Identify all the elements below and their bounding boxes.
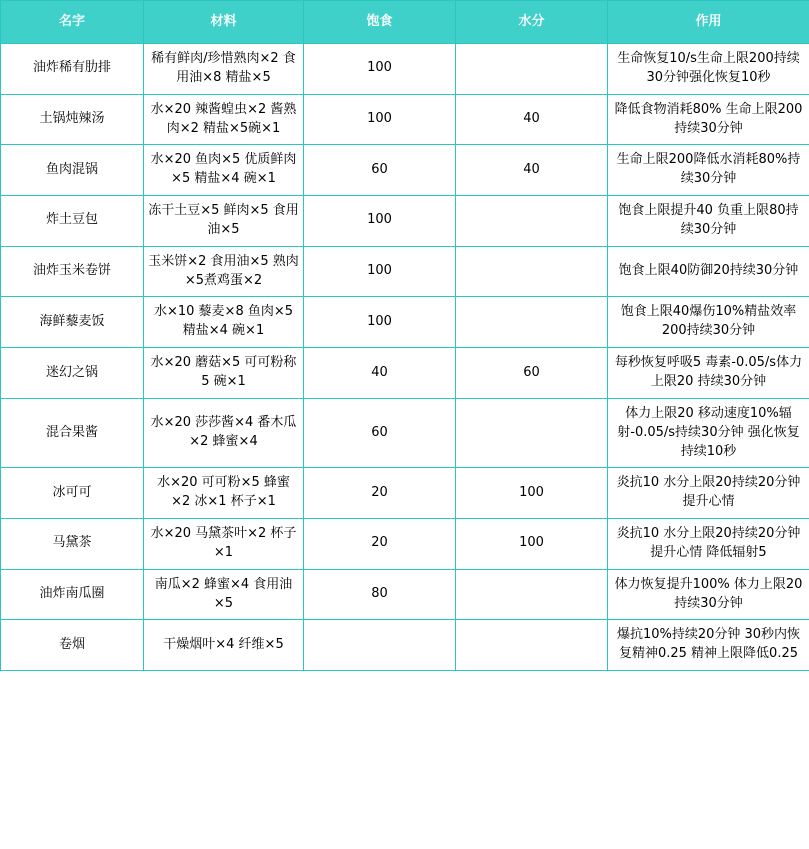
column-header-water: 水分	[456, 1, 608, 44]
table-row	[1, 44, 809, 95]
column-header-effect: 作用	[608, 1, 809, 44]
cell-effect: 生命上限200降低水消耗80%持续30分钟	[608, 145, 809, 196]
cell-materials: 水×20 马黛茶叶×2 杯子×1	[144, 519, 304, 570]
cell-water: 100	[456, 519, 608, 570]
cell-food: 100	[304, 196, 456, 247]
cell-food: 60	[304, 398, 456, 468]
cell-name: 油炸玉米卷饼	[1, 246, 144, 297]
cell-name: 油炸南瓜圈	[1, 569, 144, 620]
cell-food: 100	[304, 94, 456, 145]
cell-effect: 降低食物消耗80% 生命上限200持续30分钟	[608, 94, 809, 145]
cell-materials: 玉米饼×2 食用油×5 熟肉×5煮鸡蛋×2	[144, 246, 304, 297]
cell-effect: 每秒恢复呼吸5 毒素-0.05/s体力上限20 持续30分钟	[608, 348, 809, 399]
cell-name: 迷幻之锅	[1, 348, 144, 399]
cell-food: 60	[304, 145, 456, 196]
cell-effect: 炎抗10 水分上限20持续20分钟提升心情 降低辐射5	[608, 519, 809, 570]
cell-effect: 饱食上限40防御20持续30分钟	[608, 246, 809, 297]
cell-effect: 体力上限20 移动速度10%辐射-0.05/s持续30分钟 强化恢复持续10秒	[608, 398, 809, 468]
cell-name: 冰可可	[1, 468, 144, 519]
table-row	[1, 297, 809, 348]
table-row	[1, 145, 809, 196]
cell-name: 卷烟	[1, 620, 144, 671]
cell-name: 海鲜藜麦饭	[1, 297, 144, 348]
cell-name: 鱼肉混锅	[1, 145, 144, 196]
cell-food: 100	[304, 246, 456, 297]
cell-effect: 生命恢复10/s生命上限200持续30分钟强化恢复10秒	[608, 44, 809, 95]
cell-name: 混合果酱	[1, 398, 144, 468]
cell-food	[304, 620, 456, 671]
table-row	[1, 398, 809, 468]
cell-water: 100	[456, 468, 608, 519]
cell-food: 80	[304, 569, 456, 620]
table-row	[1, 620, 809, 671]
cell-water	[456, 196, 608, 247]
table-header-row	[1, 1, 809, 44]
cell-food: 20	[304, 519, 456, 570]
table-row	[1, 94, 809, 145]
cell-materials: 南瓜×2 蜂蜜×4 食用油×5	[144, 569, 304, 620]
table-body	[1, 44, 809, 671]
cell-water	[456, 398, 608, 468]
cell-materials: 水×20 辣酱蝗虫×2 酱熟肉×2 精盐×5碗×1	[144, 94, 304, 145]
table-row	[1, 519, 809, 570]
column-header-materials: 材料	[144, 1, 304, 44]
table-row	[1, 196, 809, 247]
cell-food: 20	[304, 468, 456, 519]
cell-water	[456, 44, 608, 95]
cell-water	[456, 246, 608, 297]
cell-effect: 饱食上限提升40 负重上限80持续30分钟	[608, 196, 809, 247]
cell-name: 土锅炖辣汤	[1, 94, 144, 145]
column-header-name: 名字	[1, 1, 144, 44]
cell-effect: 炎抗10 水分上限20持续20分钟提升心情	[608, 468, 809, 519]
cell-water	[456, 297, 608, 348]
cell-effect: 爆抗10%持续20分钟 30秒内恢复精神0.25 精神上限降低0.25	[608, 620, 809, 671]
cell-materials: 冻干土豆×5 鲜肉×5 食用油×5	[144, 196, 304, 247]
table-row	[1, 569, 809, 620]
table-row	[1, 246, 809, 297]
cell-materials: 水×20 鱼肉×5 优质鲜肉×5 精盐×4 碗×1	[144, 145, 304, 196]
cell-water: 40	[456, 145, 608, 196]
cell-materials: 水×20 莎莎酱×4 番木瓜×2 蜂蜜×4	[144, 398, 304, 468]
cell-food: 40	[304, 348, 456, 399]
cell-effect: 体力恢复提升100% 体力上限20持续30分钟	[608, 569, 809, 620]
cell-name: 马黛茶	[1, 519, 144, 570]
cell-effect: 饱食上限40爆伤10%精盐效率200持续30分钟	[608, 297, 809, 348]
cell-food: 100	[304, 44, 456, 95]
cell-materials: 稀有鲜肉/珍惜熟肉×2 食用油×8 精盐×5	[144, 44, 304, 95]
cell-materials: 水×20 可可粉×5 蜂蜜×2 冰×1 杯子×1	[144, 468, 304, 519]
cell-name: 油炸稀有肋排	[1, 44, 144, 95]
cell-materials: 水×10 藜麦×8 鱼肉×5 精盐×4 碗×1	[144, 297, 304, 348]
cell-water: 60	[456, 348, 608, 399]
cell-materials: 水×20 蘑菇×5 可可粉称5 碗×1	[144, 348, 304, 399]
column-header-food: 饱食	[304, 1, 456, 44]
cell-water: 40	[456, 94, 608, 145]
cell-materials: 干燥烟叶×4 纤维×5	[144, 620, 304, 671]
table-row	[1, 348, 809, 399]
cell-water	[456, 620, 608, 671]
cell-water	[456, 569, 608, 620]
cell-name: 炸土豆包	[1, 196, 144, 247]
table-row	[1, 468, 809, 519]
cell-food: 100	[304, 297, 456, 348]
